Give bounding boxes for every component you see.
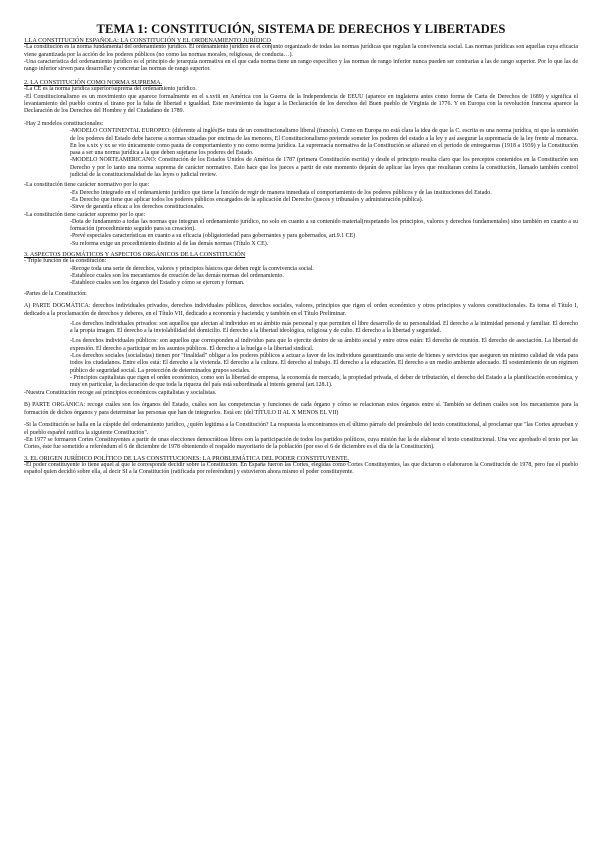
list-item: -Establece cuales son los mecanismos de creación de las demás normas del ordenamiento. [70, 272, 284, 279]
section-1-heading: 1.LA CONSTITUCIÓN ESPAÑOLA: LA CONSTITUCIÓN Y EL ORDENAMIENTO JURÍDICO [24, 37, 271, 44]
paragraph: -La CE es la norma jurídica superior/suprema del ordenamiento jurídico. [24, 86, 197, 93]
paragraph: -Si la Constitución se halla en la cúspide del ordenamiento jurídico, ¿quién legitima a la Constitución? La respuesta la encontramos en el último párrafo del preámbulo del texto constitucional, al proclamar que "las Cortes aprueban y el pueblo español ratifica la siguiente Constitución". [24, 422, 578, 436]
list-item: -Es Derecho integrado en el ordenamiento jurídico que tiene la función de regir de manera inmediata el comportamiento de los poderes públicos y de las instituciones del Estado. [70, 189, 492, 196]
paragraph: -Una característica del ordenamiento jurídico es el principio de jerarquía normativa en el que cada norma tiene un rango específico y las normas de rango inferior nunca pueden ser contrarias a las de rango superior. Por lo que las de rango inferior sirven para desarrollar y concretar las normas de rango superior. [24, 58, 578, 73]
list-item: -Su reforma exige un procedimiento distinto al de las demás normas (Título X CE). [70, 240, 269, 247]
paragraph: -MODELO CONTINENTAL EUROPEO: (diferente al inglés)Se trata de un constitucionalismo liberal (francés). Como en Europa no está clara la idea de que la C. escrita es una norma jurídica, ni que la sumisión de los poderes del Estado debe hacerse a normas situadas por encima de las menores, El Constitucionalismo pretende someter los poderes del estado a la ley y así asegurar la supremacía de la ley frente al monarca. En los s.xix y xx se vio únicamente como pauta de comportamiento y no como norma jurídica. La supremacía normativa de la Constitución se afianzó en el periodo de entreguerras (1918 a 1939) y la Constitución pasa a ser una norma jurídica a la que deben sujetarse los poderes del Estado. [70, 128, 578, 157]
paragraph: -El Constitucionalismo es un movimiento que aparece formalmente en el s.xviii en América con la Guerra de la Independencia de EEUU (aparece en inglaterra antes como forma de Carta de Derechos de 1689) y significa el levantamiento del pueblo contra el tirano por la falta de libertad e igualdad. Este movimiento da lugar a la Declaración de los derechos del Buen pueblo de Virginia de 1776. Y en Europa con la revolución francesa aparece la Declaración de los Derechos del Hombre y del Ciudadano de 1789. [24, 93, 578, 115]
section-4-heading: 3. EL ORIGEN JURÍDICO POLÍTICO DE LAS CONSTITUCIONES: LA PROBLEMÁTICA DEL PODER CONSTITUYENTE. [24, 454, 350, 462]
list-item: -Recoge toda una serie de derechos, valores y principios básicos que deben regir la convivencia social. [70, 265, 314, 272]
paragraph: B) PARTE ORGÁNICA: recoge cuáles son los órganos del Estado, cuáles son las competencias y funciones de cada órgano y cómo se relacionan estos órganos entre sí. También se definen cuáles son los mecanismos para la formación de dichos órganos y para determinar las personas que han de integrarlos. Está en: (del TÍTULO II AL X MENOS EL VII) [24, 402, 578, 416]
paragraph: - Triple función de la constitución: [24, 258, 107, 265]
paragraph: A) PARTE DOGMÁTICA: derechos individuales privados, derechos individuales públicos, derechos sociales, valores, principios que rigen el orden económico y otros principios y valores constitucionales. Es toma el Título I, dedicado a la proclamación de derechos y deberes, en el Título VII, dedicado a economía y hacienda; y también en el Título Preliminar. [24, 303, 578, 317]
paragraph: -La constitución tiene carácter supremo por lo que: [24, 211, 146, 218]
paragraph: -Los derechos individuales públicos: son aquellos que corresponden al individuo para que lo ejercite dentro de su ámbito social y entre otros están: El derecho de reunión. El derecho de asociación. La libertad de expresión. El derecho a participar en los asuntos públicos. El derecho a la huelga o la libertad sindical. [70, 338, 578, 352]
paragraph: -Los derechos individuales privados: son aquellos que afectan al individuo en su ámbito más personal y que permiten el libre desarrollo de su personalidad. El derecho a la intimidad personal y familiar. El derecho a la propia imagen. El derecho a la inviolabilidad del domicilio. El derecho a la libertad ideológica, religiosa y de culto. El derecho a la libertad y seguridad. [70, 320, 578, 335]
paragraph: -Los derechos sociales (socialistas) tienen por "finalidad" obligar a los poderes públicos a actuar a favor de los individuos garantizando una serie de bienes y servicios que aseguren un mínimo calidad de vida para todos los ciudadanos. Entre ellos está: El derecho a la vivienda. El derecho a la cultura. El derecho al trabajo. El derecho a la educación. El derecho a un medio ambiente adecuado. El sostenimiento de un régimen público de seguridad social. La protección de determinados grupos sociales. [70, 353, 578, 374]
paragraph: -La constitución tiene carácter normativo por lo que: [24, 182, 150, 189]
list-item: -Sirve de garantía eficaz a los derechos constitucionales. [70, 204, 205, 211]
paragraph: -Hay 2 modelos constitucionales: [24, 120, 104, 127]
list-item: -Prevé especiales características en cuanto a su eficacia (obligatoriedad para gobernantes y para gobernados, art.9.1 CE) [70, 233, 356, 240]
paragraph: - Principios capitalistas que rigen el orden económico, como son la libertad de empresa, la economía de mercado, la propiedad privada, el deber de tributación, el derecho del Estado a la planificación económica, y muy en particular, la declaración de que toda la riqueza del país está subordinada al interés general (art.128.1). [70, 374, 578, 389]
paragraph: -La constitución es la norma fundamental del ordenamiento jurídico. El ordenamiento jurídico es el conjunto organizado de todas las normas jurídicas que regulan la convivencia social. Las normas jurídicas son aquellas cuya eficacia viene garantizada por la acción de los poderes públicos (no como las normas morales, religiosas, de conducta…). [24, 44, 578, 58]
paragraph: -El poder constituyente lo tiene aquel al que le corresponde decidir sobre la Constitución. En España fueron las Cortes, elegidas como Cortes Constituyentes, las que dictaron o elaboraron la Constitución de 1978, pero fue el pueblo español quien decidió sobre ella, al decir SI a la Constitución (ratificada por referéndum) y estuvieron ahora mismo el poder constituyente. [24, 461, 578, 476]
list-item: -Es Derecho que tiene que aplicar todos los poderes públicos encargados de la aplicación del Derecho (jueces y tribunales y administración pública). [70, 196, 424, 203]
paragraph: -MODELO NORTEAMERICANO: Constitución de los Estados Unidos de América de 1787 (primera Constitución escrita) y desde el principio resulta claro que los preceptos contenidos en la Constitución son Derecho y por lo tanto una norma suprema de carácter normativo. Esto hace que los jueces a partir de este momento dejarán de aplicar las leyes que resultaran contra la constitución, llamado también control judicial de la constitucionalidad de las leyes o judicial review. [70, 157, 578, 179]
page-title: TEMA 1: CONSTITUCIÓN, SISTEMA DE DERECHOS Y LIBERTADES [96, 22, 506, 36]
list-item: -Dota de fundamento a todas las normas que integran el ordenamiento jurídico, no solo en cuanto a su contenido material(respetando los principios, valores y derechos fundamentales) sino también en cuanto a su formación (procedimiento seguido para su creación). [70, 218, 578, 233]
list-item: -Establece cuales son los órganos del Estado y cómo se ejercen y forman. [70, 280, 245, 287]
paragraph: -En 1977 se formaron Cortes Constituyentes a partir de unas elecciones democráticas libres con la participación de todos los partidos políticos, cuya misión fue la de elaborar el texto constitucional. Una vez aprobado el texto por las Cortes, éste fue sometido a referéndum el 6 de diciembre de 1978 obteniendo el respaldo mayoritario de la población (por eso el 6 de diciembre es el día de la Constitución). [24, 437, 578, 451]
paragraph: -Partes de la Constitución: [24, 290, 87, 297]
section-2-heading: 2. LA CONSTITUCIÓN COMO NORMA SUPREMA. [24, 78, 163, 86]
section-3-heading: 3. ASPECTOS DOGMÁTICOS Y ASPECTOS ORGÁNICOS DE LA CONSTITUCIÓN [24, 251, 246, 259]
paragraph: -Nuestra Constitución recoge así principios económicos capitalistas y socialistas. [24, 389, 217, 396]
